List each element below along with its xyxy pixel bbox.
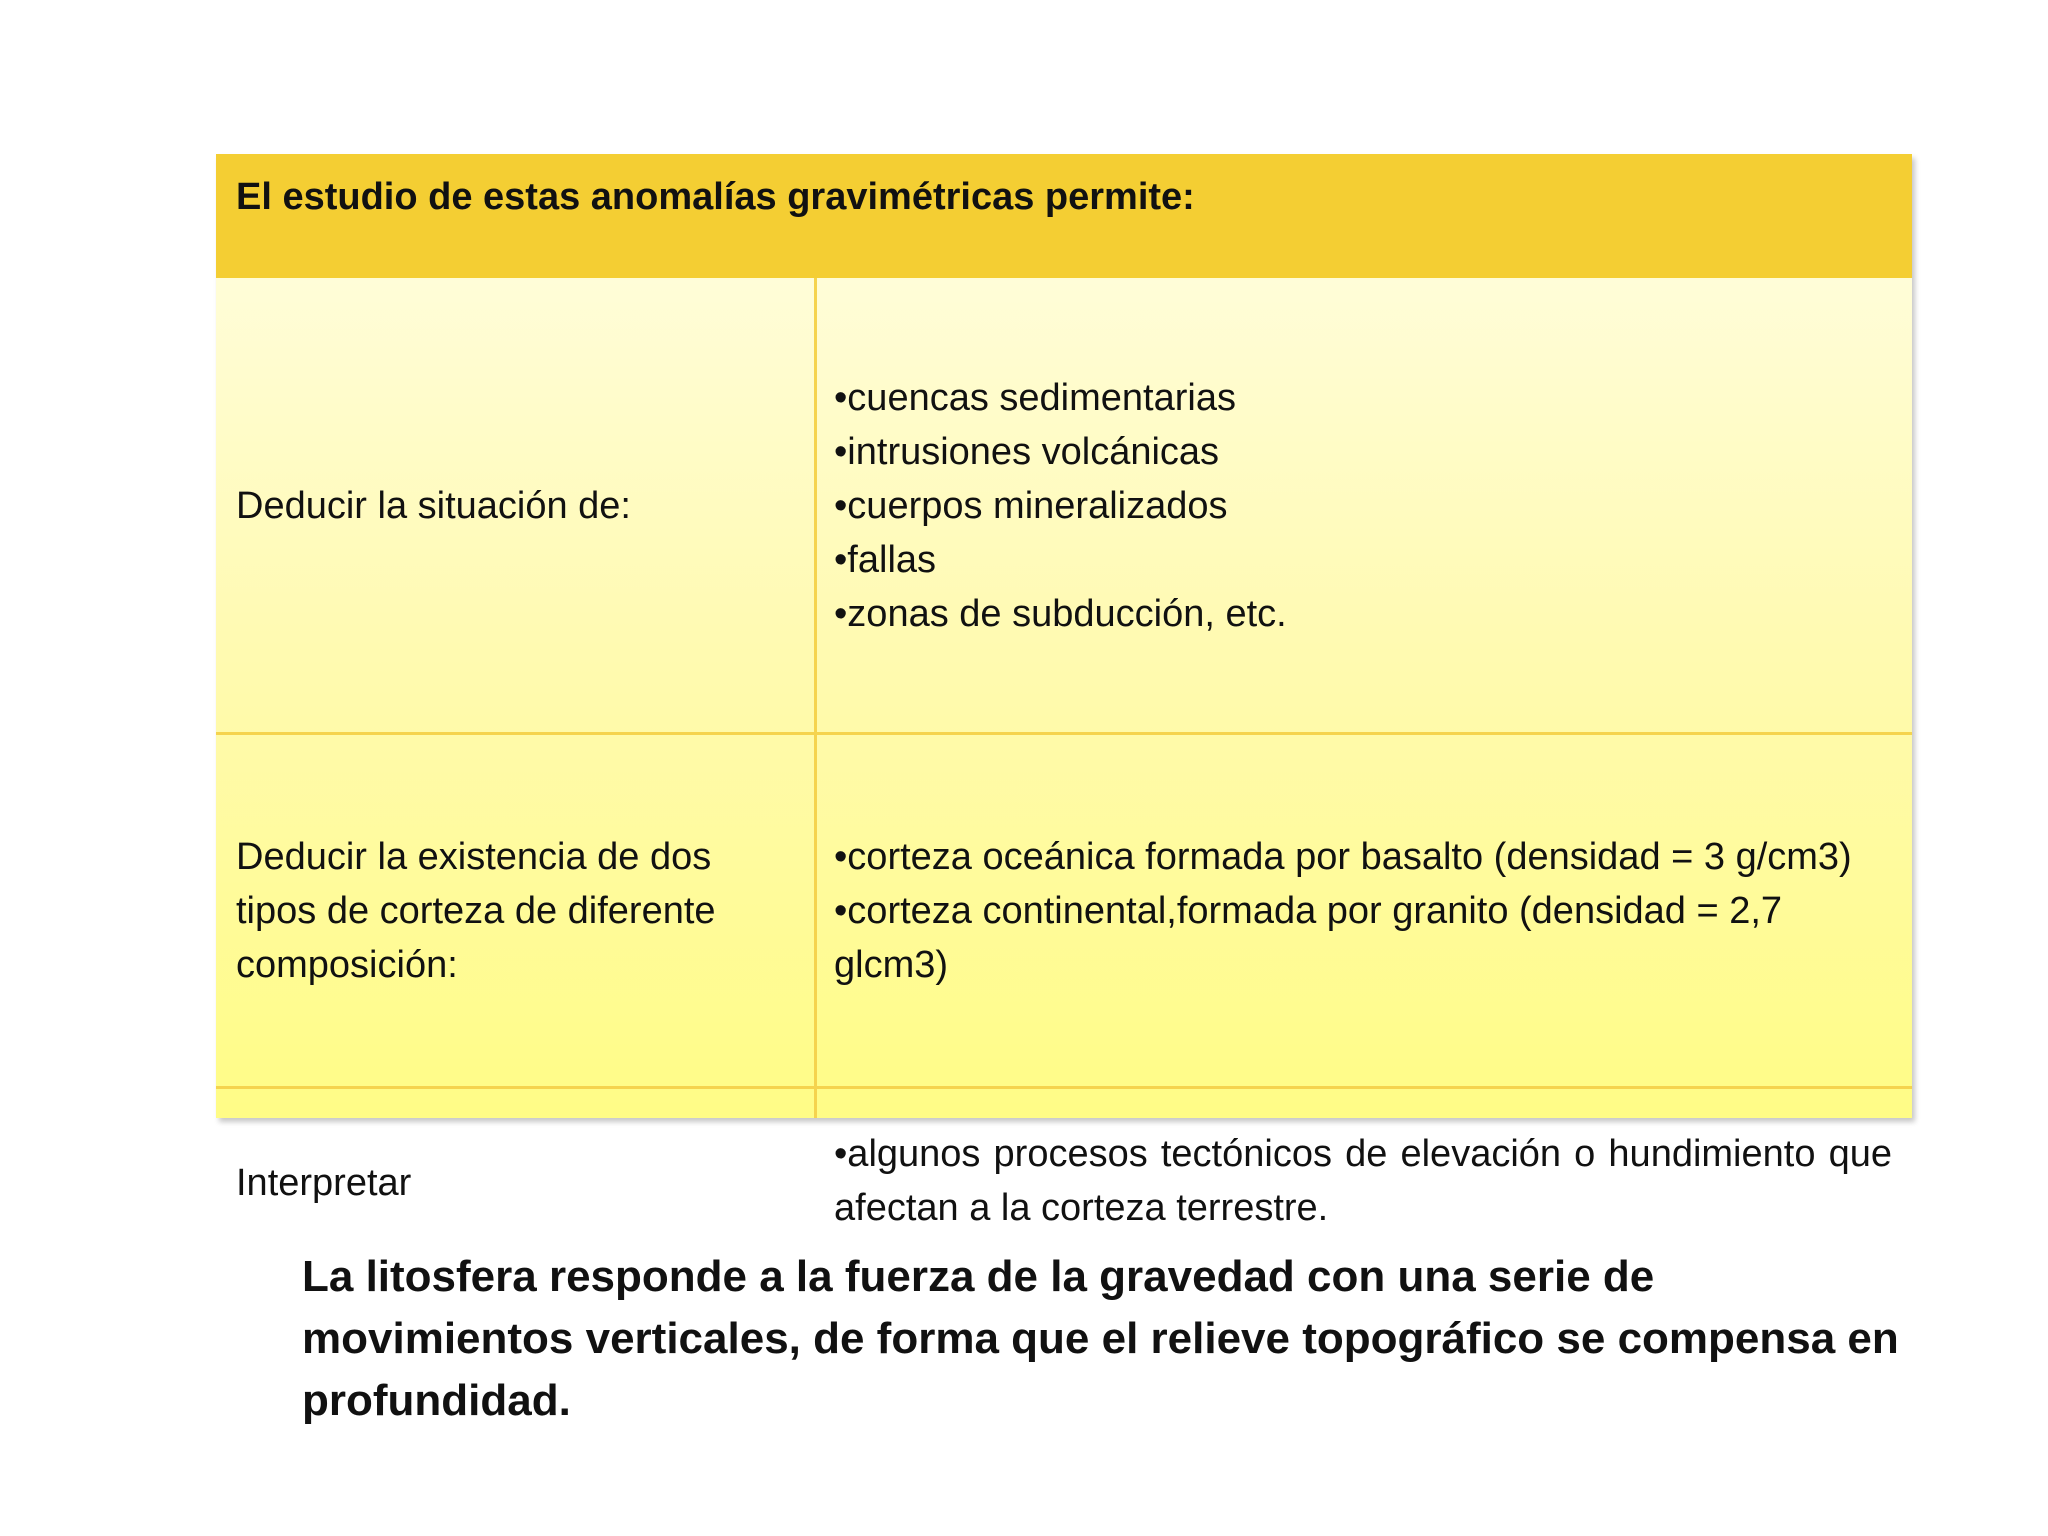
bullet-list <box>834 371 1892 641</box>
bullet-list <box>834 830 1892 992</box>
list-item: •cuerpos mineralizados <box>834 485 1228 527</box>
table-header: El estudio de estas anomalías gravimétricas permite: <box>216 154 1912 278</box>
list-item: •corteza oceánica formada por basalto (densidad = 3 g/cm3) <box>834 835 1852 878</box>
row-items-situacion <box>816 278 1912 734</box>
row-label: Deducir la situación de: <box>236 485 631 527</box>
list-item: •intrusiones volcánicas <box>834 431 1220 473</box>
list-item: •zonas de subducción, etc. <box>834 593 1287 635</box>
anomalies-table <box>216 154 1912 1229</box>
row-label-corteza <box>216 735 814 1086</box>
row-label: Deducir la existencia de dos tipos de corteza de diferente composición: <box>236 835 716 986</box>
row-items-corteza <box>816 735 1912 1086</box>
table-row <box>216 732 1912 1086</box>
table-row <box>216 278 1912 734</box>
list-item: •fallas <box>834 539 937 581</box>
summary-paragraph: La litosfera responde a la fuerza de la gravedad con una serie de movimientos verticales, de forma que el relieve topográfico se compensa en profundidad. <box>302 1252 1899 1425</box>
column-divider <box>814 278 817 1118</box>
row-label-situacion <box>216 278 814 734</box>
row-label: Interpretar <box>236 1161 412 1204</box>
list-item: •corteza continental,formada por granito (densidad = 2,7 glcm3) <box>834 889 1783 986</box>
bullet-list <box>834 1127 1892 1235</box>
list-item: •cuencas sedimentarias <box>834 377 1236 419</box>
list-item: •algunos procesos tectónicos de elevación o hundimiento que afectan a la corteza terrestre. <box>834 1133 1892 1229</box>
